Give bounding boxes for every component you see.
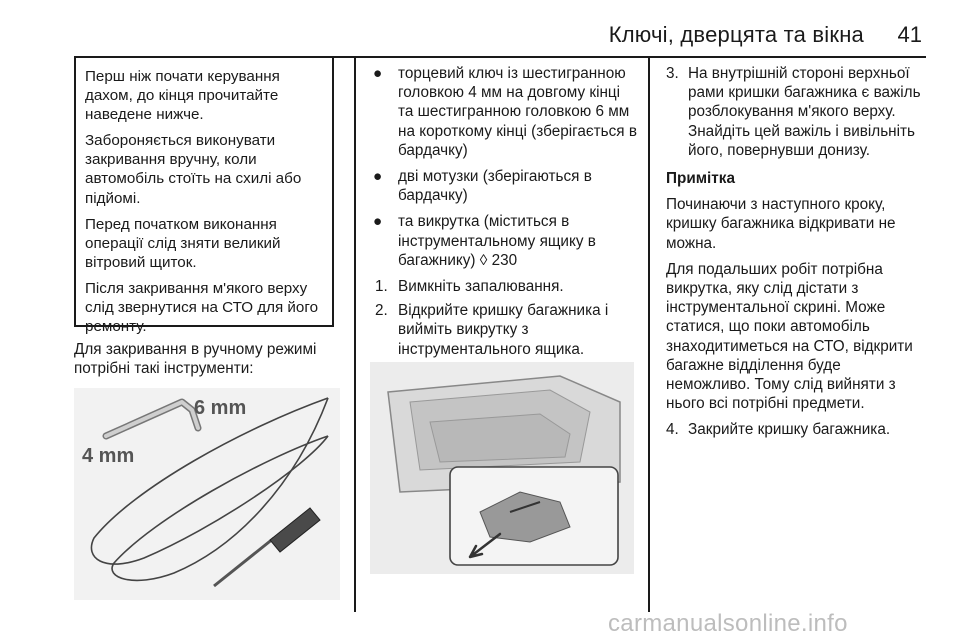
step-number: 1. bbox=[375, 278, 388, 296]
tools-illustration bbox=[74, 388, 340, 600]
list-item-text: торцевий ключ із шестигранною головкою 4 мм на довгому кінці та шестигранною головкою 6 мм на короткому кінці (зберігається в бардачку) bbox=[398, 65, 637, 159]
page-reference-link[interactable]: 230 bbox=[491, 251, 518, 269]
page-header-title: Ключі, дверцята та вікна bbox=[608, 22, 864, 47]
step-text: На внутрішній стороні верхньої рами кришки багажника є важіль розблокування м'якого верху. Знайдіть цей важіль і вивільніть його, повернувши донизу. bbox=[688, 65, 921, 159]
step-text: Вимкніть запалювання. bbox=[398, 278, 564, 296]
list-item-text: та викрутка (міститься в інструментальному ящику в багажнику) bbox=[398, 213, 596, 269]
warning-box bbox=[74, 58, 334, 336]
warning-paragraph: Перш ніж почати керування дахом, до кінця прочитайте наведене нижче. bbox=[85, 68, 280, 124]
step-text: Закрийте кришку багажника. bbox=[688, 421, 891, 439]
column-rule-1 bbox=[354, 58, 356, 612]
step-number: 2. bbox=[375, 302, 388, 320]
column-1-intro bbox=[74, 340, 344, 378]
step-text: Відкрийте кришку багажника і вийміть викрутку з інструментального ящика. bbox=[398, 302, 609, 358]
label-6mm: 6 mm bbox=[194, 397, 247, 419]
trunk-drawing bbox=[370, 362, 634, 574]
step-item bbox=[666, 420, 928, 439]
trunk-illustration bbox=[370, 362, 634, 574]
step-item bbox=[370, 301, 638, 359]
list-item bbox=[370, 167, 638, 205]
step-number: 3. bbox=[666, 65, 679, 82]
list-item bbox=[370, 212, 638, 270]
label-4mm: 4 mm bbox=[82, 445, 135, 467]
step-item bbox=[370, 277, 638, 296]
note-paragraph: Для подальших робіт потрібна викрутка, яку слід дістати з інструментальної скрині. Може статися, що поки автомобіль знаходитиметься на СТО, відкрити багажне відділення буде неможливо. Тому слід вийняти з нього всі потрібні предмети. bbox=[666, 260, 913, 413]
page-number: 41 bbox=[897, 22, 922, 47]
warning-paragraph: Перед початком виконання операції слід зняти великий вітровий щиток. bbox=[85, 215, 281, 271]
list-item-text: дві мотузки (зберігаються в бардачку) bbox=[398, 168, 592, 205]
watermark-text: carmanualsonline.info bbox=[608, 610, 848, 637]
rope-two-shape bbox=[112, 398, 328, 580]
bullet-icon: ● bbox=[373, 65, 383, 82]
column-3 bbox=[666, 64, 928, 449]
column-2 bbox=[370, 64, 638, 364]
list-item bbox=[370, 64, 638, 160]
step-number: 4. bbox=[666, 421, 679, 439]
tools-drawing bbox=[74, 388, 340, 600]
tools-intro-text: Для закривання в ручному режимі потрібні такі інструменти: bbox=[74, 341, 317, 378]
reference-arrow-icon: ◊ bbox=[479, 251, 488, 269]
screwdriver-handle bbox=[270, 508, 320, 552]
bullet-icon: ● bbox=[373, 213, 383, 231]
bullet-icon: ● bbox=[373, 168, 383, 186]
note-heading: Примітка bbox=[666, 170, 735, 188]
warning-paragraph: Після закривання м'якого верху слід звернутися на СТО для його ремонту. bbox=[85, 279, 319, 336]
warning-paragraph: Забороняється виконувати закривання вручну, коли автомобіль стоїть на схилі або підйомі. bbox=[85, 132, 302, 207]
note-paragraph: Починаючи з наступного кроку, кришку багажника відкривати не можна. bbox=[666, 196, 896, 252]
column-rule-2 bbox=[648, 58, 650, 612]
step-item bbox=[666, 64, 928, 160]
